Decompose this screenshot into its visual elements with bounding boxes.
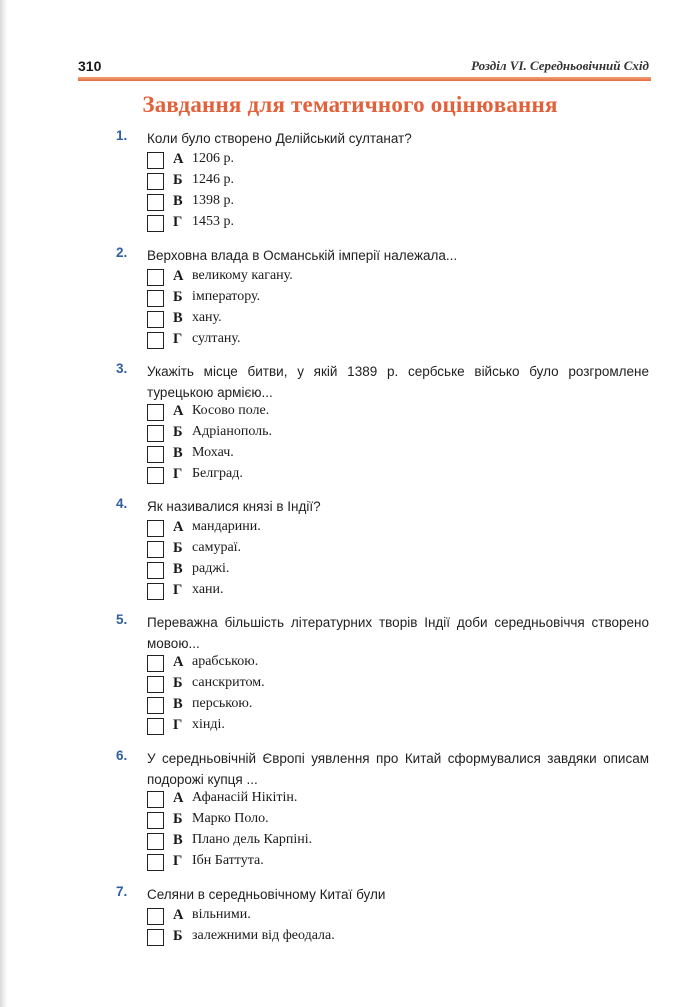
option-letter: А: [173, 519, 184, 535]
answer-checkbox[interactable]: [147, 311, 164, 328]
answer-checkbox[interactable]: [147, 562, 164, 579]
option-letter: Б: [173, 811, 183, 827]
running-title: Розділ VI. Середньовічний Схід: [471, 58, 649, 73]
option-text: залежними від феодала.: [192, 928, 335, 943]
option-a[interactable]: [147, 403, 547, 424]
option-a[interactable]: [147, 654, 547, 675]
option-text: імператору.: [192, 289, 261, 304]
question-text: Як називалися князі в Індії?: [147, 499, 321, 514]
question-number: 3.: [116, 361, 128, 376]
option-letter: В: [173, 310, 183, 326]
option-letter: А: [173, 790, 184, 806]
page-header: [78, 56, 651, 80]
option-d[interactable]: [147, 331, 547, 352]
option-letter: В: [173, 696, 183, 712]
option-text: арабською.: [192, 654, 259, 669]
answer-checkbox[interactable]: [147, 676, 164, 693]
option-d[interactable]: [147, 853, 547, 874]
question-text: Переважна більшість літературних творів Індії доби середньовіччя створено мовою...: [147, 615, 649, 651]
option-d[interactable]: [147, 466, 547, 487]
answer-checkbox[interactable]: [147, 655, 164, 672]
answer-checkbox[interactable]: [147, 194, 164, 211]
answer-checkbox[interactable]: [147, 467, 164, 484]
option-text: 1398 р.: [192, 193, 234, 208]
question-text: Укажіть місце битви, у якій 1389 р. сербське військо було розгромлене турецькою армією...: [147, 364, 649, 400]
answer-checkbox[interactable]: [147, 583, 164, 600]
option-letter: Б: [173, 928, 183, 944]
option-c[interactable]: [147, 832, 547, 853]
option-text: 1246 р.: [192, 172, 234, 187]
page-number: 310: [78, 58, 102, 74]
answer-checkbox[interactable]: [147, 854, 164, 871]
option-letter: В: [173, 561, 183, 577]
answer-checkbox[interactable]: [147, 718, 164, 735]
option-text: перською.: [192, 696, 253, 711]
answer-checkbox[interactable]: [147, 215, 164, 232]
option-letter: А: [173, 403, 184, 419]
header-rule: [78, 77, 651, 81]
answer-checkbox[interactable]: [147, 269, 164, 286]
option-letter: Б: [173, 540, 183, 556]
answer-checkbox[interactable]: [147, 152, 164, 169]
question-text: Коли було створено Делійський султанат?: [147, 131, 412, 146]
option-b[interactable]: [147, 540, 547, 561]
option-text: Афанасій Нікітін.: [192, 790, 298, 805]
option-d[interactable]: [147, 582, 547, 603]
option-text: мандарини.: [192, 519, 261, 534]
option-b[interactable]: [147, 172, 547, 193]
option-a[interactable]: [147, 519, 547, 540]
answer-checkbox[interactable]: [147, 404, 164, 421]
option-letter: А: [173, 151, 184, 167]
option-text: Ібн Баттута.: [192, 853, 264, 868]
option-letter: А: [173, 907, 184, 923]
option-text: раджі.: [192, 561, 230, 576]
answer-checkbox[interactable]: [147, 332, 164, 349]
option-text: хани.: [192, 582, 224, 597]
option-text: самураї.: [192, 540, 242, 555]
option-text: Марко Поло.: [192, 811, 269, 826]
option-letter: Г: [173, 853, 183, 869]
option-text: Мохач.: [192, 445, 234, 460]
option-letter: В: [173, 445, 183, 461]
option-letter: Г: [173, 466, 183, 482]
answer-checkbox[interactable]: [147, 812, 164, 829]
option-text: хінді.: [192, 717, 225, 732]
question-number: 2.: [116, 245, 128, 260]
answer-checkbox[interactable]: [147, 173, 164, 190]
option-letter: А: [173, 654, 184, 670]
option-a[interactable]: [147, 790, 547, 811]
option-letter: Б: [173, 675, 183, 691]
answer-checkbox[interactable]: [147, 833, 164, 850]
answer-checkbox[interactable]: [147, 290, 164, 307]
option-letter: Б: [173, 289, 183, 305]
answer-checkbox[interactable]: [147, 929, 164, 946]
option-b[interactable]: [147, 289, 547, 310]
option-a[interactable]: [147, 268, 547, 289]
option-b[interactable]: [147, 928, 547, 949]
answer-checkbox[interactable]: [147, 908, 164, 925]
option-letter: Б: [173, 172, 183, 188]
question-number: 1.: [116, 128, 128, 143]
option-text: султану.: [192, 331, 241, 346]
option-text: великому кагану.: [192, 268, 293, 283]
option-text: хану.: [192, 310, 222, 325]
option-a[interactable]: [147, 151, 547, 172]
option-b[interactable]: [147, 811, 547, 832]
option-text: Адріанополь.: [192, 424, 273, 439]
option-text: Белград.: [192, 466, 243, 481]
option-c[interactable]: [147, 696, 547, 717]
option-c[interactable]: [147, 310, 547, 331]
option-letter: Г: [173, 214, 183, 230]
question-text: Селяни в середньовічному Китаї були: [147, 887, 386, 902]
option-letter: В: [173, 832, 183, 848]
question-number: 5.: [116, 612, 128, 627]
page-edge: [0, 0, 8, 1007]
option-letter: Г: [173, 717, 183, 733]
option-letter: Г: [173, 331, 183, 347]
option-c[interactable]: [147, 193, 547, 214]
answer-checkbox[interactable]: [147, 697, 164, 714]
option-text: санскритом.: [192, 675, 265, 690]
option-letter: В: [173, 193, 183, 209]
question-number: 7.: [116, 884, 128, 899]
option-b[interactable]: [147, 675, 547, 696]
option-text: 1453 р.: [192, 214, 234, 229]
option-text: Плано дель Карпіні.: [192, 832, 313, 847]
answer-checkbox[interactable]: [147, 425, 164, 442]
answer-checkbox[interactable]: [147, 791, 164, 808]
option-a[interactable]: [147, 907, 547, 928]
answer-checkbox[interactable]: [147, 520, 164, 537]
option-text: Косово поле.: [192, 403, 270, 418]
question-number: 4.: [116, 496, 128, 511]
question-text: У середньовічній Європі уявлення про Китай сформувалися завдяки описам подорожі купця ...: [147, 751, 649, 787]
answer-checkbox[interactable]: [147, 541, 164, 558]
answer-checkbox[interactable]: [147, 446, 164, 463]
question-text: Верховна влада в Османській імперії належала...: [147, 248, 458, 263]
option-c[interactable]: [147, 445, 547, 466]
option-d[interactable]: [147, 214, 547, 235]
section-title: Завдання для тематичного оцінювання: [142, 92, 558, 117]
option-letter: Г: [173, 582, 183, 598]
question-number: 6.: [116, 748, 128, 763]
option-letter: А: [173, 268, 184, 284]
option-b[interactable]: [147, 424, 547, 445]
option-c[interactable]: [147, 561, 547, 582]
option-text: 1206 р.: [192, 151, 234, 166]
option-text: вільними.: [192, 907, 251, 922]
option-d[interactable]: [147, 717, 547, 738]
option-letter: Б: [173, 424, 183, 440]
